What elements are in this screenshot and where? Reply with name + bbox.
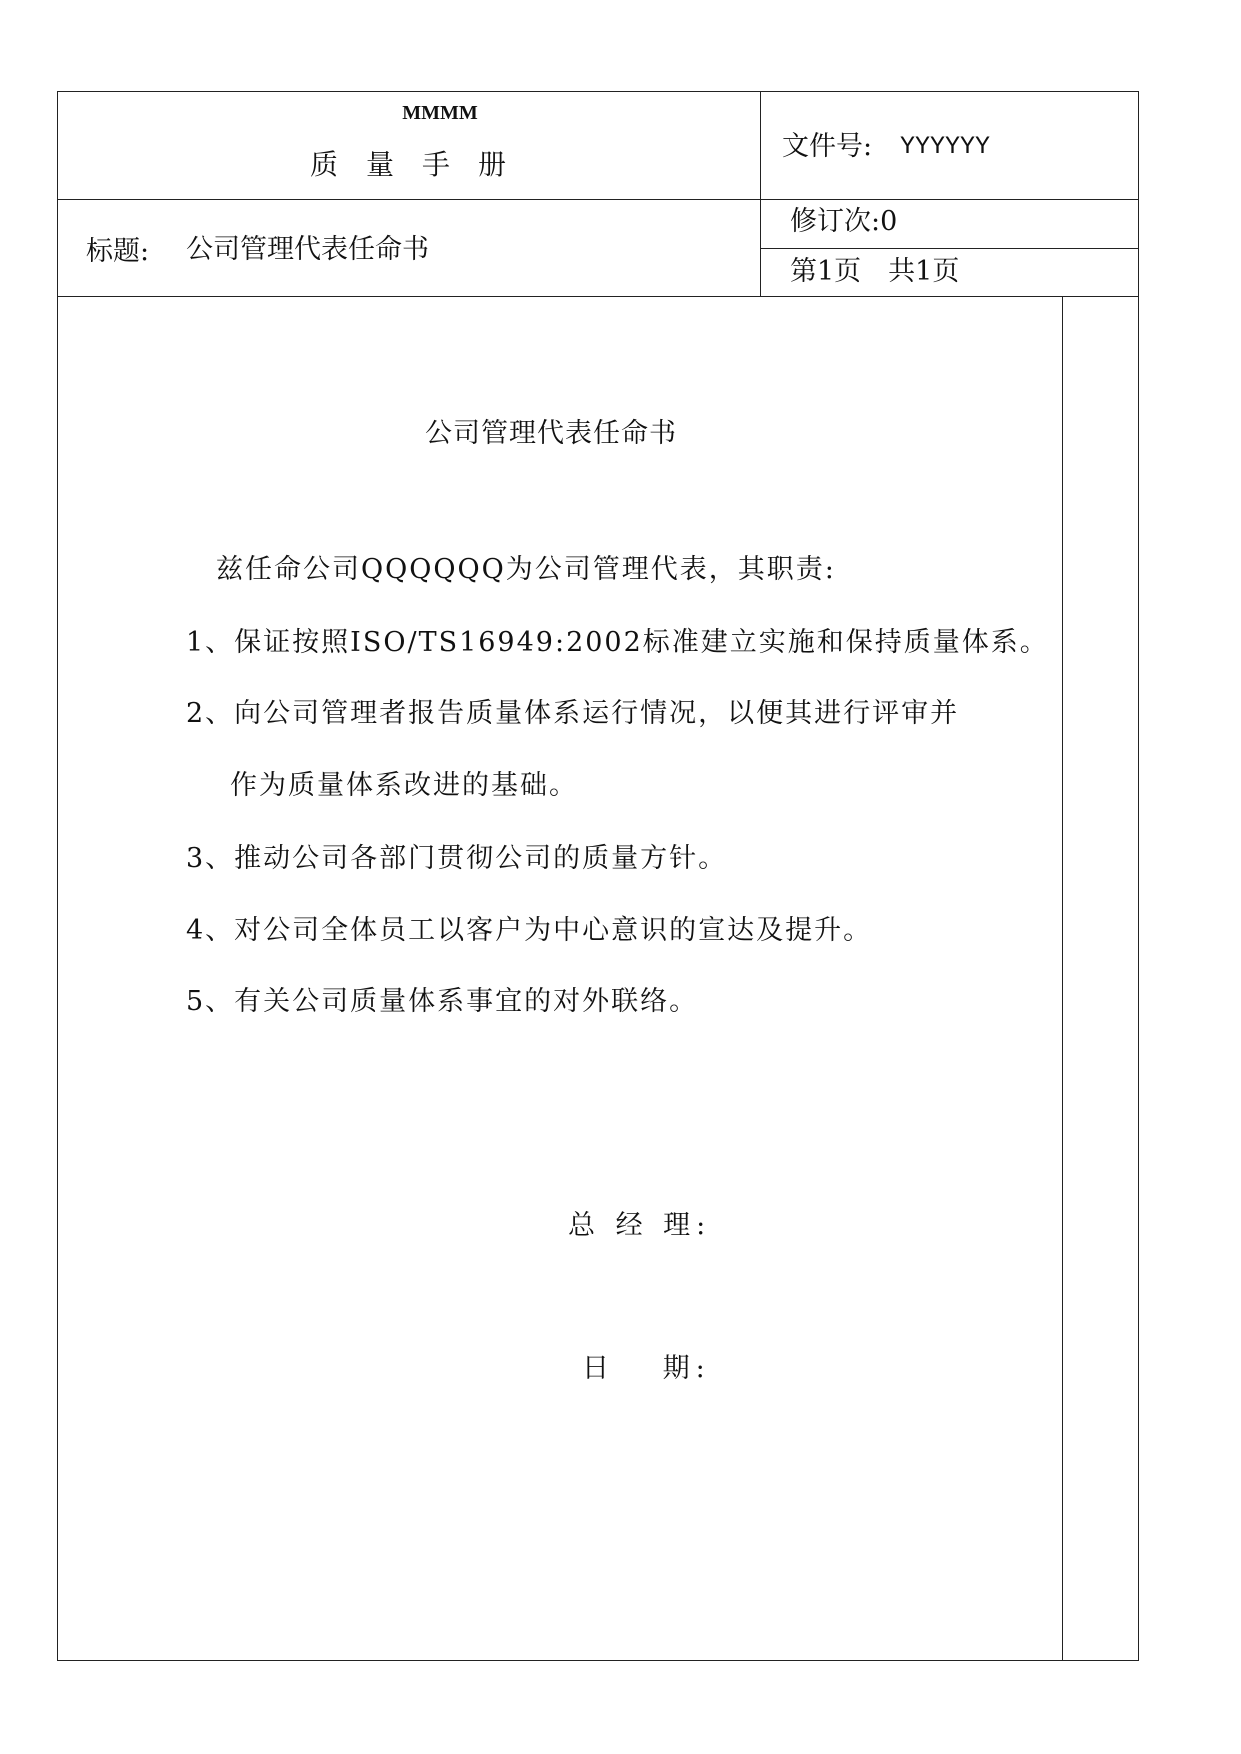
- header-row-divider: [57, 199, 1139, 200]
- margin-column-line: [1062, 296, 1063, 1661]
- doc-number-label: 文件号:: [782, 131, 873, 162]
- document-frame: [57, 91, 1139, 1661]
- page-info: 第1页 共1页: [790, 256, 960, 287]
- doc-number-value: YYYYYY: [900, 132, 991, 161]
- manual-title: 质量手册: [310, 148, 535, 181]
- appointment-intro: 兹任命公司QQQQQQ为公司管理代表，其职责:: [216, 554, 836, 585]
- title-value: 公司管理代表任命书: [186, 234, 429, 265]
- duty-item-4: 4、对公司全体员工以客户为中心意识的宣达及提升。: [186, 915, 873, 946]
- duty-item-3: 3、推动公司各部门贯彻公司的质量方针。: [186, 843, 728, 874]
- revision-divider: [760, 248, 1139, 249]
- date-label: 日 期:: [582, 1353, 711, 1384]
- general-manager-label: 总 经 理:: [568, 1210, 712, 1241]
- duty-item-5: 5、有关公司质量体系事宜的对外联络。: [186, 986, 699, 1017]
- header-bottom-border: [57, 296, 1139, 297]
- revision-number: 修订次:0: [790, 206, 898, 237]
- document-heading: 公司管理代表任命书: [425, 418, 677, 449]
- duty-item-2: 2、向公司管理者报告质量体系运行情况，以便其进行评审并: [186, 698, 960, 729]
- duty-item-2-continued: 作为质量体系改进的基础。: [230, 770, 578, 801]
- company-name: MMMM: [402, 102, 478, 124]
- header-divider-vertical: [760, 91, 761, 297]
- duty-item-1: 1、保证按照ISO/TS16949:2002标准建立实施和保持质量体系。: [186, 627, 1049, 658]
- title-label: 标题:: [86, 236, 150, 267]
